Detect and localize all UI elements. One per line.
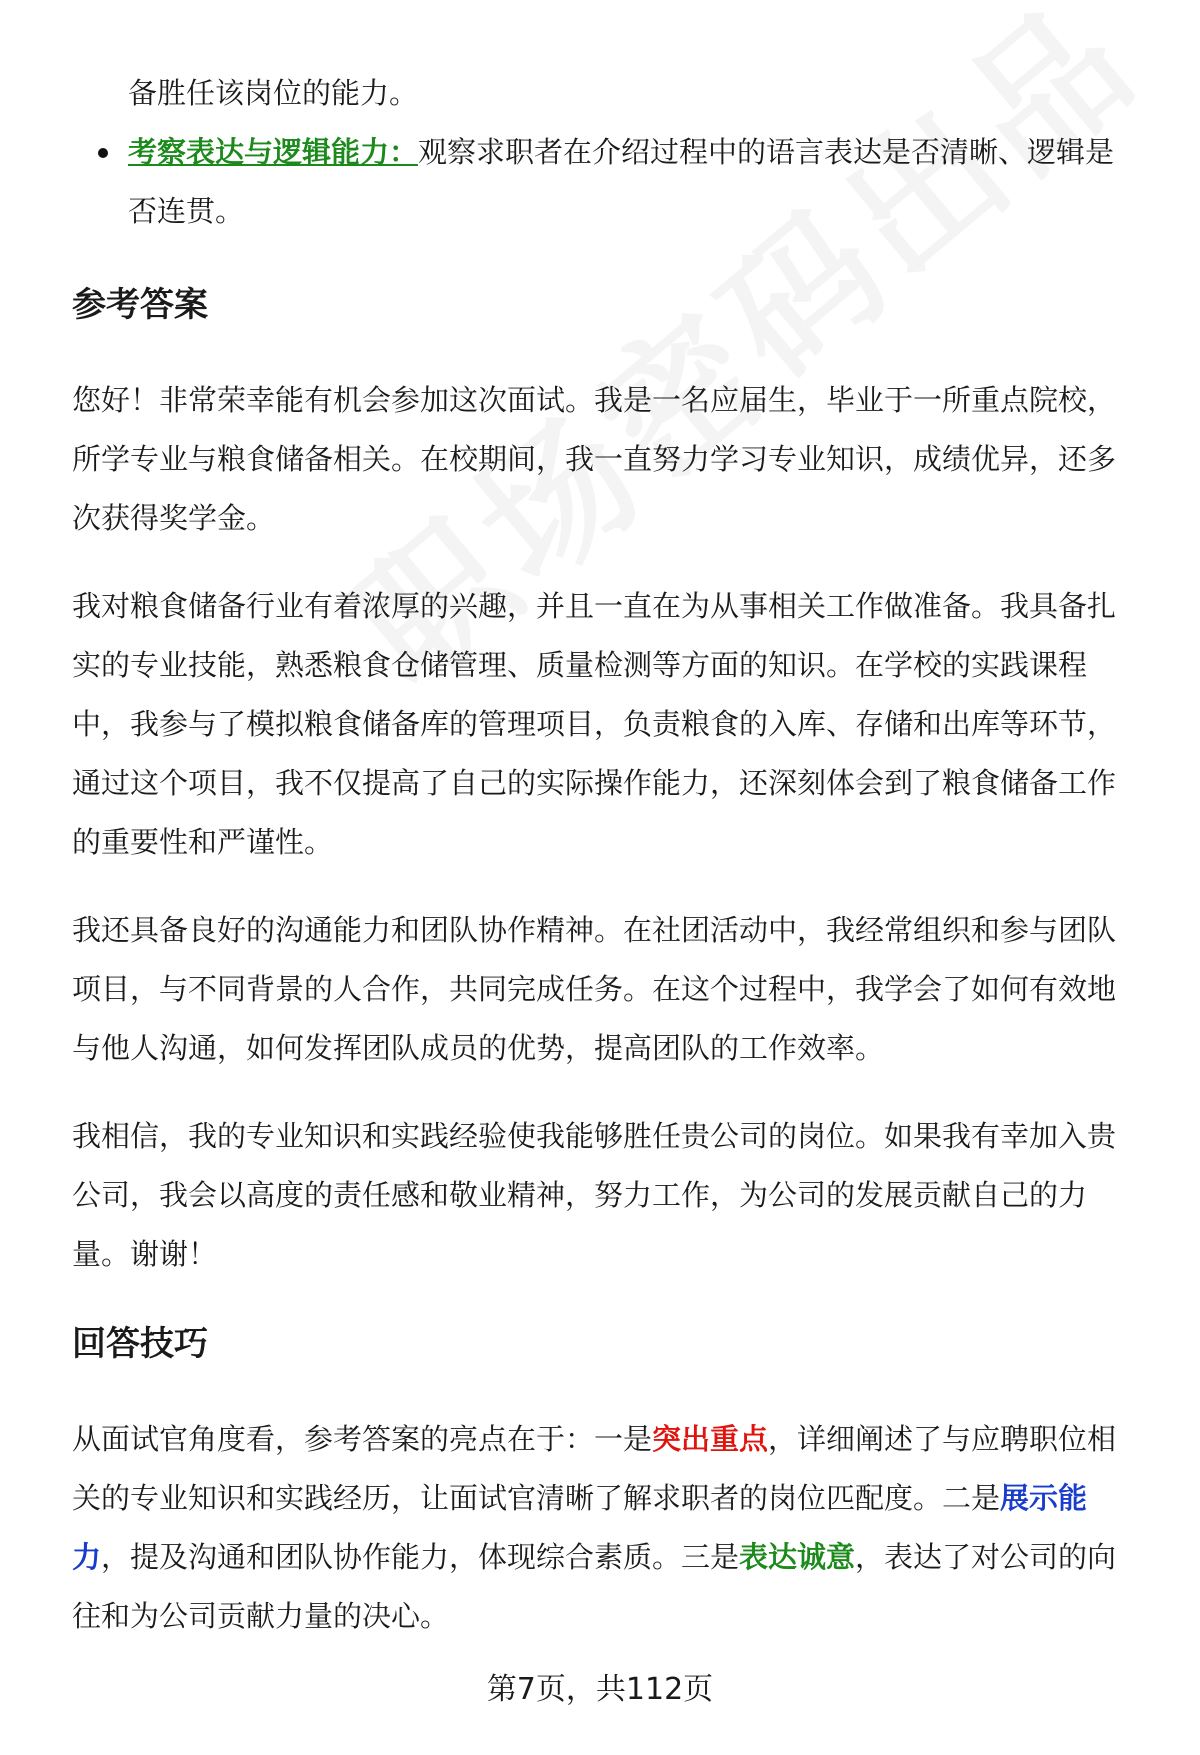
keyword-express-sincerity: 表达诚意 (739, 1540, 856, 1574)
answer-line: 量。谢谢！ (72, 1237, 218, 1271)
tips-line-1 (72, 1410, 1147, 1469)
answer-paragraph-2 (72, 577, 1147, 872)
page-number: 第7页，共112页 (486, 1672, 714, 1707)
answer-line: 我相信，我的专业知识和实践经验使我能够胜任贵公司的岗位。如果我有幸加入贵 (72, 1119, 1117, 1153)
answer-line: 中，我参与了模拟粮食储备库的管理项目，负责粮食的入库、存储和出库等环节， (72, 707, 1117, 741)
answer-line: 我对粮食储备行业有着浓厚的兴趣，并且一直在为从事相关工作做准备。我具备扎 (72, 589, 1117, 623)
tips-line-2 (72, 1469, 1147, 1528)
bullet-line-1 (128, 123, 1147, 182)
tips-text: ，详细阐述了与应聘职位相 (768, 1422, 1117, 1456)
bullet-item (72, 123, 1147, 241)
answer-paragraph-1 (72, 371, 1147, 548)
answer-line: 的重要性和严谨性。 (72, 825, 334, 859)
tips-text: 从面试官角度看，参考答案的亮点在于：一是 (72, 1422, 653, 1456)
answer-line: 通过这个项目，我不仅提高了自己的实际操作能力，还深刻体会到了粮食储备工作 (72, 766, 1117, 800)
tips-text: 关的专业知识和实践经历，让面试官清晰了解求职者的岗位匹配度。二是 (72, 1481, 1001, 1515)
reference-answer-heading: 参考答案 (72, 285, 208, 325)
answer-line: 次获得奖学金。 (72, 501, 276, 535)
content (72, 64, 1147, 1646)
bullet-text-1: 观察求职者在介绍过程中的语言表达是否清晰、逻辑是 (418, 135, 1115, 169)
continued-bullet-text (128, 64, 1147, 123)
tips-line-4: 往和为公司贡献力量的决心。 (72, 1599, 450, 1633)
answer-paragraph-4 (72, 1107, 1147, 1284)
tips-text: ，表达了对公司的向 (855, 1540, 1117, 1574)
answer-line: 我还具备良好的沟通能力和团队协作精神。在社团活动中，我经常组织和参与团队 (72, 913, 1117, 947)
bullet-keyword: 考察表达与逻辑能力： (128, 135, 419, 169)
answer-line: 实的专业技能，熟悉粮食仓储管理、质量检测等方面的知识。在学校的实践课程 (72, 648, 1088, 682)
answer-line: 所学专业与粮食储备相关。在校期间，我一直努力学习专业知识，成绩优异，还多 (72, 442, 1117, 476)
keyword-show-ability-cont: 力 (72, 1540, 102, 1574)
answer-line: 与他人沟通，如何发挥团队成员的优势，提高团队的工作效率。 (72, 1031, 885, 1065)
keyword-highlight-focus: 突出重点 (652, 1422, 769, 1456)
tips-heading: 回答技巧 (72, 1324, 208, 1364)
answer-line: 公司，我会以高度的责任感和敬业精神，努力工作，为公司的发展贡献自己的力 (72, 1178, 1088, 1212)
answer-line: 项目，与不同背景的人合作，共同完成任务。在这个过程中，我学会了如何有效地 (72, 972, 1117, 1006)
tips-text: ，提及沟通和团队协作能力，体现综合素质。三是 (101, 1540, 740, 1574)
bullet-line-2: 否连贯。 (128, 194, 245, 228)
continued-line: 备胜任该岗位的能力。 (128, 76, 419, 110)
keyword-show-ability: 展示能 (1000, 1481, 1088, 1515)
answer-paragraph-3 (72, 901, 1147, 1078)
answer-line: 您好！非常荣幸能有机会参加这次面试。我是一名应届生，毕业于一所重点院校， (72, 383, 1117, 417)
tips-paragraph (72, 1410, 1147, 1646)
bullet-dot-icon (98, 148, 108, 158)
tips-line-3 (72, 1528, 1147, 1587)
